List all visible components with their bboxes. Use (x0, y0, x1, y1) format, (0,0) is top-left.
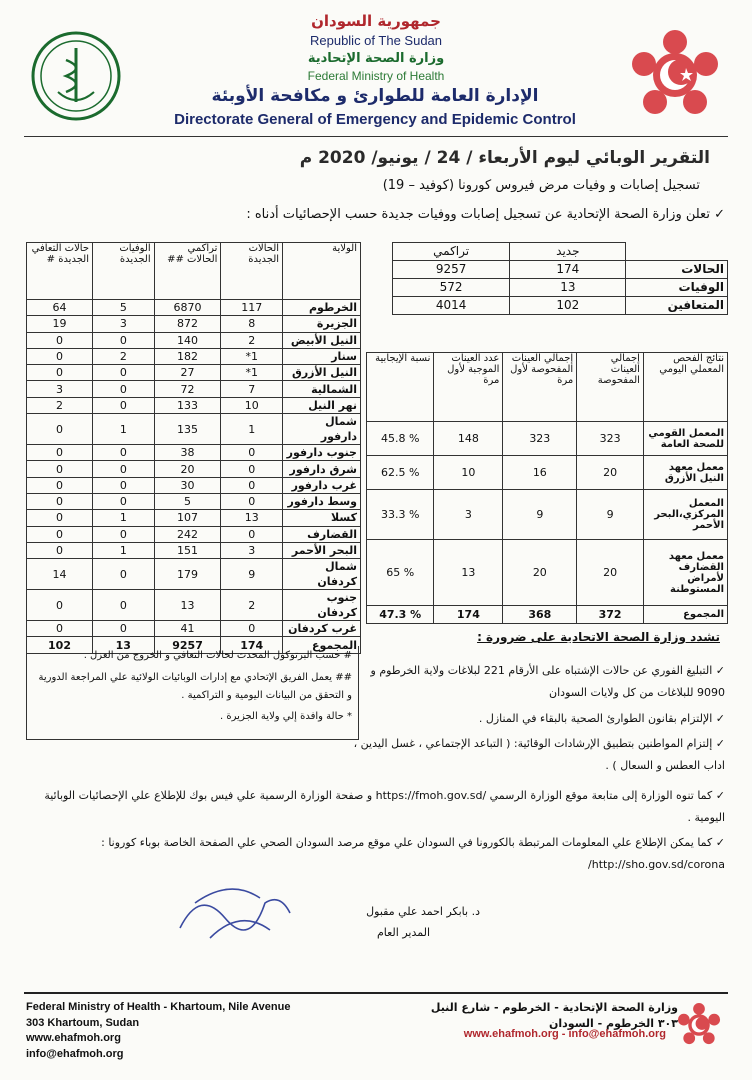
state-new-recoveries: 3 (27, 381, 93, 397)
lab-first: 9 (503, 490, 577, 540)
notes-box (26, 646, 359, 740)
summary-label: الحالات (626, 261, 728, 279)
state-name: شمال دارفور (283, 414, 361, 445)
state-row (27, 397, 361, 413)
lab-total-rate: % 47.3 (367, 606, 434, 624)
total-label: المجموع (283, 637, 361, 653)
header-new-deaths: الوفيات الجديدة (93, 243, 155, 300)
lab-name: المعمل المركزي،البحر الأحمر (643, 490, 727, 540)
state-name: البحر الأحمر (283, 542, 361, 558)
check-mark-icon: ✓ (712, 664, 725, 677)
footer-ar (430, 1000, 678, 1031)
state-cumulative: 140 (154, 332, 221, 348)
lab-positive: 10 (434, 456, 503, 490)
report-intro: ✓ تعلن وزارة الصحة الإتحادية عن تسجيل إصابات ووفيات جديدة حسب الإحصائيات أدناه : (246, 207, 725, 222)
state-new-cases: 0 (221, 445, 283, 461)
state-cumulative: 5 (154, 493, 221, 509)
state-new-cases: 3 (221, 542, 283, 558)
state-new-cases: 0 (221, 526, 283, 542)
lab-rate: % 45.8 (367, 422, 434, 456)
directorate-name-en: Directorate General of Emergency and Epidemic Control (174, 111, 576, 128)
state-new-deaths: 0 (93, 621, 155, 637)
state-new-recoveries: 0 (27, 493, 93, 509)
summary-cum: 4014 (393, 297, 510, 315)
state-new-cases: 2 (221, 332, 283, 348)
lab-rate: % 65 (367, 540, 434, 606)
state-cumulative: 872 (154, 316, 221, 332)
note-federal-team: ## يعمل الفريق الإتحادي مع إدارات الوبائيات الولائية علي المراجعة الدورية و التحقق من البيانات اليومية و التراكمية . (38, 672, 352, 701)
state-new-cases: 1* (221, 365, 283, 381)
total-rec: 102 (27, 637, 93, 653)
lab-table (366, 352, 728, 624)
lab-total: 20 (577, 540, 644, 606)
state-new-recoveries: 0 (27, 365, 93, 381)
summary-new: 174 (510, 261, 626, 279)
state-new-deaths: 0 (93, 461, 155, 477)
state-cumulative: 41 (154, 621, 221, 637)
summary-cum: 9257 (393, 261, 510, 279)
directorate-name-ar: الإدارة العامة للطوارئ و مكافحة الأوبئة (211, 86, 539, 106)
state-new-recoveries: 0 (27, 510, 93, 526)
state-name: نهر النيل (283, 397, 361, 413)
states-table-header (27, 243, 361, 300)
check-mark-icon: ✓ (712, 712, 725, 725)
state-new-recoveries: 0 (27, 461, 93, 477)
summary-cum: 572 (393, 279, 510, 297)
recommendation-item: ✓ كما يمكن الإطلاع علي المعلومات المرتبطة بالكورونا في السودان علي موقع مرصد السودان الصحي علي الصفحة الخاصة بوباء كورونا : http://sho.gov.sd/corona/ (101, 836, 725, 871)
state-row (27, 621, 361, 637)
state-row (27, 381, 361, 397)
state-cumulative: 13 (154, 590, 221, 621)
state-name: الشمالية (283, 381, 361, 397)
state-row (27, 414, 361, 445)
footer-ar-address: وزارة الصحة الإتحادية - الخرطوم - شارع النيل (430, 1001, 678, 1014)
state-row (27, 445, 361, 461)
total-cum: 9257 (154, 637, 221, 653)
state-name: جنوب كردفان (283, 590, 361, 621)
footer-divider (24, 992, 728, 994)
state-row (27, 526, 361, 542)
state-new-deaths: 0 (93, 445, 155, 461)
state-row (27, 365, 361, 381)
state-new-recoveries: 0 (27, 542, 93, 558)
state-new-recoveries: 0 (27, 477, 93, 493)
summary-label: المتعافين (626, 297, 728, 315)
state-new-cases: 9 (221, 559, 283, 590)
state-cumulative: 27 (154, 365, 221, 381)
state-row (27, 461, 361, 477)
lab-total-row (367, 606, 728, 624)
country-name-ar: جمهورية السودان (311, 12, 441, 30)
signatory-role: المدير العام (376, 926, 430, 939)
lab-name: معمل معهد النيل الأزرق (643, 456, 727, 490)
lab-positive: 13 (434, 540, 503, 606)
state-new-recoveries: 0 (27, 621, 93, 637)
ministry-name-en: Federal Ministry of Health (307, 69, 445, 83)
state-new-cases: 0 (221, 621, 283, 637)
footer-en-address: Federal Ministry of Health - Khartoum, Nile Avenue (26, 1001, 291, 1013)
header-divider (24, 136, 728, 137)
state-new-deaths: 5 (93, 300, 155, 316)
state-cumulative: 179 (154, 559, 221, 590)
state-row (27, 300, 361, 316)
check-mark-icon: ✓ (712, 737, 725, 750)
lab-header (367, 353, 728, 422)
lab-row (367, 422, 728, 456)
state-cumulative: 20 (154, 461, 221, 477)
state-new-deaths: 0 (93, 477, 155, 493)
state-name: سنار (283, 348, 361, 364)
lab-header-lab: نتائج الفحص المعملي اليومي (643, 353, 727, 422)
state-new-deaths: 0 (93, 397, 155, 413)
header-state: الولاية (283, 243, 361, 300)
state-name: غرب كردفان (283, 621, 361, 637)
footer-en (26, 1000, 290, 1062)
state-name: غرب دارفور (283, 477, 361, 493)
state-new-cases: 10 (221, 397, 283, 413)
state-new-cases: 13 (221, 510, 283, 526)
footer-url: www.ehafmoh.org - info@ehafmoh.org (463, 1028, 666, 1040)
state-new-cases: 1 (221, 414, 283, 445)
state-cumulative: 242 (154, 526, 221, 542)
state-new-cases: 8 (221, 316, 283, 332)
summary-table (392, 242, 728, 315)
states-table (26, 242, 361, 654)
state-row (27, 477, 361, 493)
total-deaths: 13 (93, 637, 155, 653)
state-cumulative: 151 (154, 542, 221, 558)
lab-rate: % 62.5 (367, 456, 434, 490)
lab-total: 9 (577, 490, 644, 540)
footer-ar-city: ٣٠٣ الخرطوم - السودان (549, 1016, 678, 1030)
state-name: الجزيرة (283, 316, 361, 332)
footer-en-email: info@ehafmoh.org (26, 1047, 124, 1060)
lab-first: 323 (503, 422, 577, 456)
report-subtitle: تسجيل إصابات و وفيات مرض فيروس كورونا (كوفيد – 19) (382, 178, 700, 193)
state-new-recoveries: 0 (27, 526, 93, 542)
lab-row (367, 490, 728, 540)
state-new-cases: 2 (221, 590, 283, 621)
lab-total-positive: 174 (434, 606, 503, 624)
header-cumulative: تراكمي الحالات ## (154, 243, 221, 300)
summary-col-new: جديد (510, 243, 626, 261)
state-row (27, 542, 361, 558)
lab-row (367, 456, 728, 490)
note-imported-case: * حالة وافدة إلي ولاية الجزيرة . (220, 711, 352, 722)
lab-total: 20 (577, 456, 644, 490)
state-name: جنوب دارفور (283, 445, 361, 461)
state-row (27, 559, 361, 590)
state-cumulative: 182 (154, 348, 221, 364)
state-cumulative: 30 (154, 477, 221, 493)
summary-row (393, 279, 728, 297)
summary-corner (626, 243, 728, 261)
summary-label: الوفيات (626, 279, 728, 297)
state-row (27, 332, 361, 348)
state-row (27, 493, 361, 509)
state-new-recoveries: 0 (27, 445, 93, 461)
summary-header (393, 243, 728, 261)
state-new-deaths: 0 (93, 332, 155, 348)
lab-header-total: إجمالي العينات المفحوصة (577, 353, 644, 422)
state-new-deaths: 0 (93, 365, 155, 381)
lab-header-first: إجمالي العينات المفحوصة لأول مرة (503, 353, 577, 422)
state-row (27, 510, 361, 526)
state-name: الخرطوم (283, 300, 361, 316)
state-row (27, 316, 361, 332)
state-name: النيل الأبيض (283, 332, 361, 348)
lab-name: المعمل القومي للصحة العامة (643, 422, 727, 456)
state-new-cases: 7 (221, 381, 283, 397)
header-new-cases: الحالات الجديدة (221, 243, 283, 300)
ministry-name-ar: وزارة الصحة الإتحادية (307, 51, 445, 66)
summary-col-cum: تراكمي (393, 243, 510, 261)
state-new-deaths: 0 (93, 526, 155, 542)
state-new-deaths: 3 (93, 316, 155, 332)
summary-row (393, 261, 728, 279)
state-new-recoveries: 0 (27, 590, 93, 621)
state-new-cases: 0 (221, 477, 283, 493)
state-name: وسط دارفور (283, 493, 361, 509)
summary-row (393, 297, 728, 315)
lab-header-rate: نسبة الإيجابية (367, 353, 434, 422)
state-cumulative: 6870 (154, 300, 221, 316)
state-new-deaths: 0 (93, 381, 155, 397)
state-row (27, 590, 361, 621)
footer-en-website: www.ehafmoh.org (26, 1032, 121, 1044)
state-name: شرق دارفور (283, 461, 361, 477)
lab-row (367, 540, 728, 606)
state-cumulative: 133 (154, 397, 221, 413)
summary-new: 13 (510, 279, 626, 297)
state-name: النيل الأزرق (283, 365, 361, 381)
note-recovery-protocol: # حسب البرتوكول المحدث لحالات التعافي و الخروج من العزل . (83, 650, 352, 661)
red-crescent-icon (676, 1002, 722, 1048)
state-cumulative: 72 (154, 381, 221, 397)
lab-rate: % 33.3 (367, 490, 434, 540)
report-title: التقرير الوبائي ليوم الأربعاء / 24 / يونيو/ 2020 م (299, 148, 710, 168)
recommendation-item: ✓ كما تنوه الوزارة إلى متابعة موقع الوزارة الرسمي /https://fmoh.gov.sd و صفحة الوزارة الرسمية علي فيس بوك للإطلاع علي الإحصائيات الوبائية اليومية . (44, 789, 725, 824)
state-new-recoveries: 0 (27, 414, 93, 445)
state-cumulative: 38 (154, 445, 221, 461)
state-name: كسلا (283, 510, 361, 526)
state-new-deaths: 1 (93, 510, 155, 526)
state-row (27, 348, 361, 364)
state-new-recoveries: 14 (27, 559, 93, 590)
check-mark-icon: ✓ (712, 789, 725, 802)
state-cumulative: 107 (154, 510, 221, 526)
state-new-recoveries: 64 (27, 300, 93, 316)
state-new-deaths: 1 (93, 542, 155, 558)
recommendation-item: ✓ الإلتزام بقانون الطوارئ الصحية بالبقاء في المنازل . (478, 712, 725, 725)
state-new-deaths: 0 (93, 590, 155, 621)
state-new-recoveries: 2 (27, 397, 93, 413)
lab-name: معمل معهد القضارف لأمراض المستوطنة (643, 540, 727, 606)
state-new-cases: 0 (221, 493, 283, 509)
lab-total-label: المجموع (643, 606, 727, 624)
state-new-recoveries: 0 (27, 332, 93, 348)
state-new-deaths: 0 (93, 559, 155, 590)
lab-positive: 148 (434, 422, 503, 456)
lab-first: 16 (503, 456, 577, 490)
header-new-recoveries: حالات التعافي الجديدة # (27, 243, 93, 300)
check-mark-icon: ✓ (712, 836, 725, 849)
total-new: 174 (221, 637, 283, 653)
state-name: القضارف (283, 526, 361, 542)
recommendation-item: ✓ التبليغ الفوري عن حالات الإشتباه على الأرقام 221 لبلاغات ولاية الخرطوم و 9090 للبلاغات من كل ولايات السودان (370, 664, 725, 699)
state-new-recoveries: 19 (27, 316, 93, 332)
lab-positive: 3 (434, 490, 503, 540)
recommendations-title: تشدد وزارة الصحة الاتحادية على ضرورة : (477, 630, 720, 644)
state-new-deaths: 0 (93, 493, 155, 509)
footer-en-city: 303 Khartoum, Sudan (26, 1016, 140, 1029)
check-mark-icon: ✓ (714, 207, 725, 222)
state-new-cases: 117 (221, 300, 283, 316)
lab-header-positive: عدد العينات الموجبة لأول مرة (434, 353, 503, 422)
state-cumulative: 135 (154, 414, 221, 445)
lab-total: 323 (577, 422, 644, 456)
country-name-en: Republic of The Sudan (309, 33, 443, 48)
state-new-recoveries: 0 (27, 348, 93, 364)
state-new-cases: 0 (221, 461, 283, 477)
state-new-deaths: 1 (93, 414, 155, 445)
lab-total-first: 368 (503, 606, 577, 624)
lab-first: 20 (503, 540, 577, 606)
state-name: شمال كردفان (283, 559, 361, 590)
signature-scribble (170, 868, 310, 948)
lab-total-total: 372 (577, 606, 644, 624)
summary-new: 102 (510, 297, 626, 315)
signatory-name: د. بابكر احمد علي مقبول (366, 905, 480, 918)
state-new-deaths: 2 (93, 348, 155, 364)
recommendation-item: ✓ إلتزام المواطنين بتطبيق الإرشادات الوقائية: ( التباعد الإجتماعي ، غسل اليدين ، اداب العطس و السعال ) . (353, 737, 725, 772)
state-new-cases: 1* (221, 348, 283, 364)
